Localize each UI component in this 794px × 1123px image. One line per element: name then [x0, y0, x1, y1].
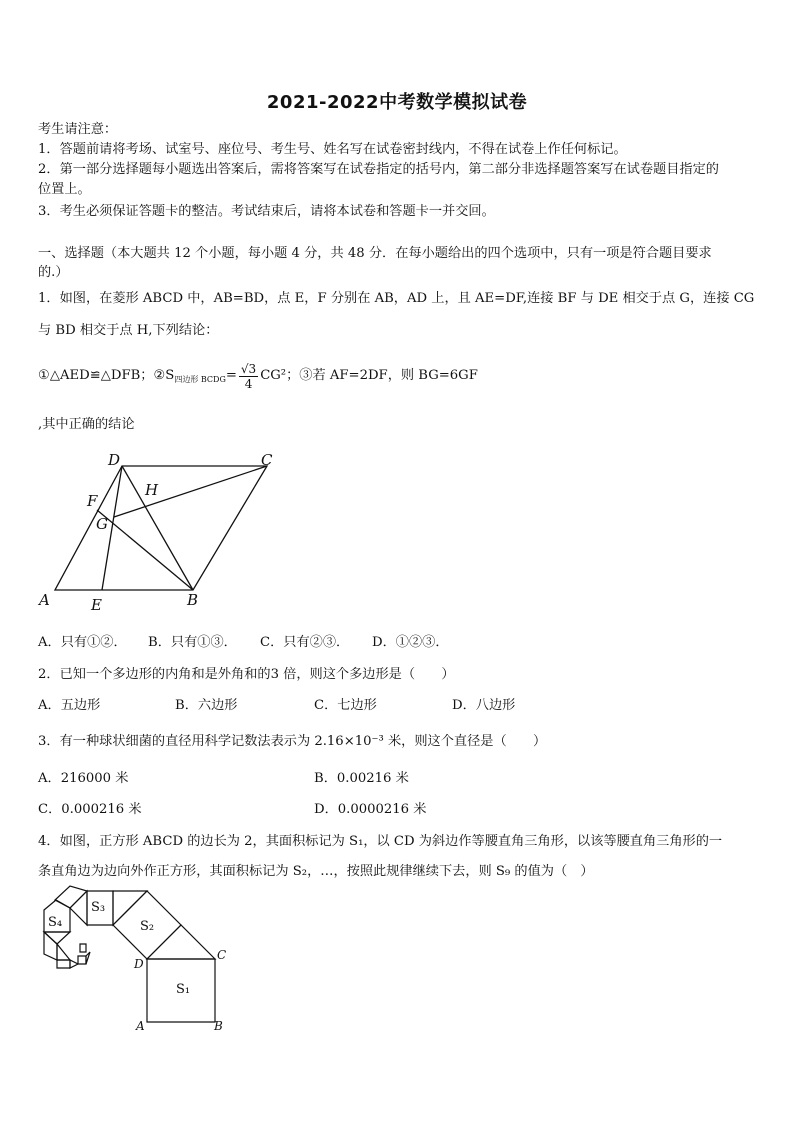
notice-item-2: 2．第一部分选择题每小题选出答案后，需将答案写在试卷指定的括号内，第二部分非选择题答案写在试卷题目指定的 [38, 162, 719, 177]
square-s6 [57, 960, 70, 968]
q1-conclusion-1: ①△AED≌△DFB；②S [38, 368, 175, 383]
label-s3: S₃ [91, 900, 106, 915]
label-a: A [136, 1019, 145, 1033]
square-s8 [80, 944, 86, 952]
q1-equals: = [225, 368, 237, 383]
q1-fraction [239, 362, 258, 391]
triangle-7 [86, 952, 90, 964]
page-title: 2021-2022中考数学模拟试卷 [266, 92, 528, 113]
rhombus-figure [30, 448, 290, 618]
section-heading-cont: 的.） [38, 265, 69, 280]
q1-stem-cont: 与 BD 相交于点 H,下列结论： [38, 323, 219, 338]
q3-stem: 3．有一种球状细菌的直径用科学记数法表示为 2.16×10⁻³ 米，则这个直径是（ ） [38, 734, 547, 749]
q3-option-a: A．216000 米 [38, 771, 129, 786]
label-g: G [96, 515, 108, 533]
label-e: E [91, 596, 102, 614]
label-d: D [108, 451, 121, 469]
q1-option-b: B．只有①③． [148, 635, 237, 650]
label-h: H [145, 481, 159, 499]
q1-option-d: D．①②③． [372, 635, 449, 650]
square-s7 [78, 956, 86, 964]
label-a: A [39, 591, 50, 609]
q1-stem: 1．如图，在菱形 ABCD 中，AB=BD，点 E，F 分别在 AB，AD 上，且 AE=DF,连接 BF 与 DE 相交于点 G，连接 CG [38, 291, 755, 306]
label-s4: S₄ [48, 915, 63, 930]
section-heading: 一、选择题（本大题共 12 个小题，每小题 4 分，共 48 分．在每小题给出的四个选项中，只有一项是符合题目要求 [38, 246, 712, 261]
triangle-3b [55, 886, 87, 908]
triangle-1 [147, 925, 215, 959]
q1-option-c: C．只有②③． [260, 635, 350, 650]
q3-option-d: D．0.0000216 米 [314, 802, 427, 817]
segment-bf [97, 510, 193, 590]
label-s2: S₂ [140, 919, 155, 934]
q1-conclusions [38, 356, 478, 396]
label-b: B [187, 591, 199, 609]
q2-option-a: A．五边形 [38, 698, 101, 713]
q2-stem: 2．已知一个多边形的内角和是外角和的3 倍，则这个多边形是（ ） [38, 667, 455, 682]
label-c: C [261, 451, 273, 469]
square-s5 [44, 932, 57, 960]
q1-conclusion-tail: CG²；③若 AF=2DF，则 BG=6GF [260, 368, 478, 383]
notice-item-1: 1．答题前请将考场、试室号、座位号、考生号、姓名写在试卷密封线内，不得在试卷上作任何标记。 [38, 142, 627, 157]
q1-option-a: A．只有①②． [38, 635, 127, 650]
triangle-5 [57, 944, 70, 960]
label-f: F [87, 492, 98, 510]
q4-stem-cont: 条直角边为边向外作正方形，其面积标记为 S₂，…，按照此规律继续下去，则 S₉ 的值为（ ） [38, 864, 594, 879]
label-s1: S₁ [176, 982, 191, 997]
q3-option-b: B．0.00216 米 [314, 771, 409, 786]
q2-option-c: C．七边形 [314, 698, 377, 713]
notice-heading: 考生请注意： [38, 122, 118, 137]
label-c: C [217, 948, 227, 962]
triangle-4 [44, 932, 70, 944]
square-spiral-figure [30, 880, 270, 1035]
q4-stem: 4．如图，正方形 ABCD 的边长为 2，其面积标记为 S₁，以 CD 为斜边作等腰直角三角形，以该等腰直角三角形的一 [38, 834, 723, 849]
q3-option-c: C．0.000216 米 [38, 802, 142, 817]
q1-question: ,其中正确的结论 [38, 417, 135, 432]
q2-option-b: B．六边形 [175, 698, 238, 713]
label-d: D [134, 957, 144, 971]
q1-subscript: 四边形 BCDG [174, 375, 226, 384]
rhombus-outline [55, 466, 267, 590]
notice-item-3: 3．考生必须保证答题卡的整洁。考试结束后，请将本试卷和答题卡一并交回。 [38, 204, 495, 219]
label-b: B [214, 1019, 223, 1033]
triangle-3 [70, 891, 87, 925]
triangle-6 [70, 960, 78, 968]
notice-item-2-cont: 位置上。 [38, 182, 91, 197]
q2-option-d: D．八边形 [452, 698, 516, 713]
fraction-denominator: 4 [244, 376, 253, 391]
fraction-numerator: √3 [240, 361, 257, 376]
